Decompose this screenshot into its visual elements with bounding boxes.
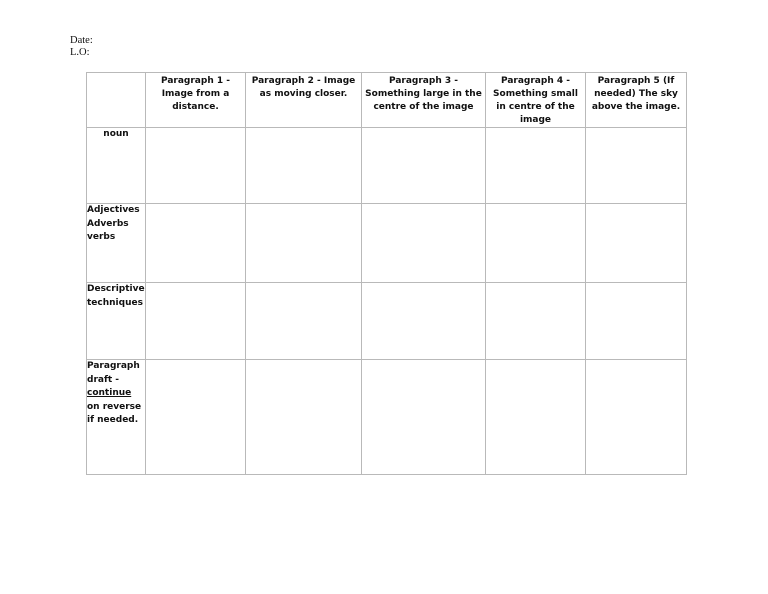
row-label-line: if needed. (87, 415, 139, 425)
table-cell[interactable] (246, 128, 362, 204)
table-cell[interactable] (146, 360, 246, 475)
row-label-descriptive-techniques (87, 283, 146, 360)
table-cell[interactable] (146, 204, 246, 283)
table-cell[interactable] (486, 360, 586, 475)
table-row-adjectives (87, 204, 687, 283)
column-header-paragraph-2: Paragraph 2 - Image as moving closer. (246, 73, 362, 128)
paragraph-planner-table (86, 72, 687, 475)
row-label-line: draft - (87, 374, 120, 385)
row-label-adjectives-adverbs-verbs (87, 204, 146, 283)
row-label-noun (87, 128, 146, 204)
column-header-paragraph-4: Paragraph 4 - Something small in centre of the image (486, 73, 586, 128)
table-row-descriptive-techniques (87, 283, 687, 360)
table-header-row (87, 73, 687, 128)
table-cell[interactable] (486, 204, 586, 283)
column-header-paragraph-3: Paragraph 3 - Something large in the centre of the image (362, 73, 486, 128)
table-cell[interactable] (586, 360, 687, 475)
column-header-paragraph-5: Paragraph 5 (If needed) The sky above the image. (586, 73, 687, 128)
table-row-noun (87, 128, 687, 204)
table-cell[interactable] (362, 360, 486, 475)
row-label-line: noun (103, 129, 129, 139)
table-cell[interactable] (246, 360, 362, 475)
table-cell[interactable] (362, 204, 486, 283)
column-header-paragraph-1: Paragraph 1 - Image from a distance. (146, 73, 246, 128)
table-cell[interactable] (586, 204, 687, 283)
table-cell[interactable] (486, 128, 586, 204)
row-label-line: techniques (87, 297, 143, 308)
row-label-line: Adjectives (87, 205, 140, 215)
table-cell[interactable] (246, 204, 362, 283)
row-label-line: Paragraph (87, 361, 140, 371)
table-cell[interactable] (586, 283, 687, 360)
row-label-line: on reverse (87, 401, 142, 412)
table-cell[interactable] (362, 128, 486, 204)
table-cell[interactable] (486, 283, 586, 360)
table-cell[interactable] (246, 283, 362, 360)
row-label-line: Adverbs (87, 218, 129, 229)
row-label-line: verbs (87, 232, 116, 242)
table-row-paragraph-draft (87, 360, 687, 475)
row-label-line: Descriptive (87, 284, 145, 294)
row-label-line: continue (87, 388, 132, 398)
table-cell[interactable] (586, 128, 687, 204)
row-label-paragraph-draft (87, 360, 146, 475)
table-cell[interactable] (146, 128, 246, 204)
date-label: Date: (70, 35, 93, 46)
document-header (70, 35, 93, 59)
table-cell[interactable] (362, 283, 486, 360)
table-cell[interactable] (146, 283, 246, 360)
learning-objective-label: L.O: (70, 47, 90, 58)
header-corner-cell (87, 73, 146, 128)
